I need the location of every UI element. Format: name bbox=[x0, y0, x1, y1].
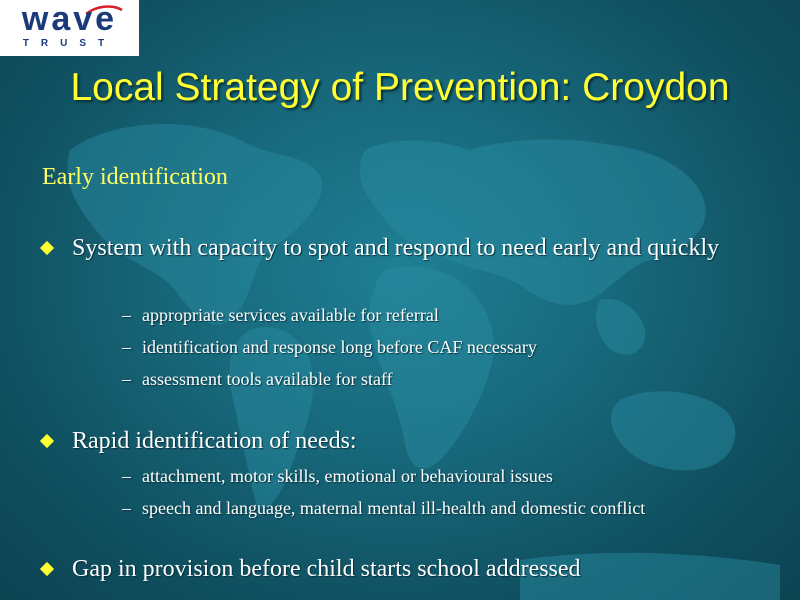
bullet-item bbox=[42, 554, 742, 585]
sub-bullet-text: attachment, motor skills, emotional or behavioural issues bbox=[142, 466, 553, 486]
sub-bullet-text: identification and response long before CAF necessary bbox=[142, 337, 537, 357]
sub-bullet-item bbox=[122, 464, 782, 488]
dash-marker: – bbox=[122, 305, 131, 325]
bullet-text: Gap in provision before child starts school addressed bbox=[72, 556, 581, 582]
sub-bullet-text: speech and language, maternal mental ill-health and domestic conflict bbox=[142, 498, 646, 518]
bullet-item bbox=[42, 426, 742, 457]
diamond-bullet-icon bbox=[40, 434, 54, 448]
section-heading: Early identification bbox=[42, 164, 228, 190]
dash-marker: – bbox=[122, 466, 131, 486]
sub-bullet-item bbox=[122, 367, 782, 391]
sub-bullet-item bbox=[122, 335, 782, 359]
logo-subtitle: TRUST bbox=[22, 38, 117, 49]
bullet-text: Rapid identification of needs: bbox=[72, 428, 357, 454]
sub-bullet-text: appropriate services available for referral bbox=[142, 305, 439, 325]
bullet-item bbox=[42, 233, 742, 264]
wave-trust-logo bbox=[0, 0, 139, 56]
logo-word: wave bbox=[21, 0, 118, 38]
bullet-text: System with capacity to spot and respond to need early and quickly bbox=[72, 235, 720, 261]
diamond-bullet-icon bbox=[40, 241, 54, 255]
sub-bullet-item bbox=[122, 496, 782, 520]
slide-title: Local Strategy of Prevention: Croydon bbox=[70, 66, 730, 109]
dash-marker: – bbox=[122, 337, 131, 357]
dash-marker: – bbox=[122, 369, 131, 389]
sub-bullet-text: assessment tools available for staff bbox=[142, 369, 393, 389]
dash-marker: – bbox=[122, 498, 131, 518]
sub-bullet-item bbox=[122, 303, 782, 327]
diamond-bullet-icon bbox=[40, 562, 54, 576]
